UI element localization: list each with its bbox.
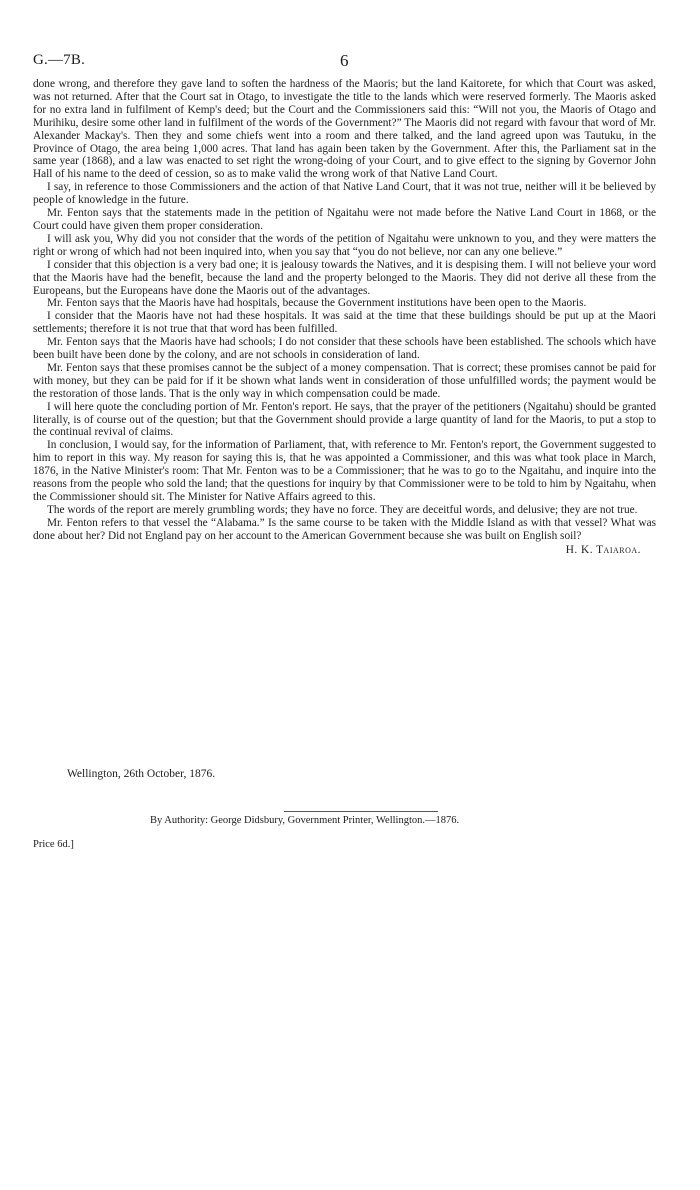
page-number: 6	[340, 51, 349, 70]
paragraph: Mr. Fenton says that the statements made in the petition of Ngaitahu were not made before the Native Land Court in 1868, or the Court could have given them proper consideration.	[33, 207, 656, 232]
paper-reference: G.—7B.	[33, 52, 86, 68]
paragraph: Mr. Fenton says that the Maoris have had schools; I do not consider that these schools have been established. The schools which have been built have been done by the colony, and are not schools in consideration of land.	[33, 336, 656, 362]
paragraph: In conclusion, I would say, for the information of Parliament, that, with reference to Mr. Fenton's report, the Government suggested to him to report in this way. My reason for saying this is, that he was appointed a Commissioner, and this was what took place in March, 1876, in the Native Minister's room: That Mr. Fenton was to be a Commissioner; that he was to go to the Ngaitahu, and inquire into the reasons from the people who sold the land; that the questions for inquiry by that Commissioner were to be told to him by Ngaitahu, when the Commissioner should sit. The Minister for Native Affairs agreed to this.	[33, 439, 656, 503]
paragraph: I say, in reference to those Commissioners and the action of that Native Land Court, that it was not true, neither will it be believed by people of knowledge in the future.	[33, 181, 656, 207]
paragraph: I consider that this objection is a very bad one; it is jealousy towards the Natives, and it is despising them. I will not believe your word that the Maoris have had the benefit, because the land and the property belonged to the Maoris. They did not derive all these from the Europeans, but the Europeans have done the Maoris out of the advantages.	[33, 258, 656, 297]
imprint-rule	[284, 811, 438, 812]
paragraph: I will ask you, Why did you not consider that the words of the petition of Ngaitahu were unknown to you, and they were matters the right or wrong of which had not been inquired into, when you say that “you do not believe, nor can any one believe.”	[33, 232, 656, 258]
printer-imprint: By Authority: George Didsbury, Government Printer, Wellington.—1876.	[150, 815, 460, 826]
paragraph: The words of the report are merely grumbling words; they have no force. They are deceitful words, and delusive; they are not true.	[47, 503, 638, 516]
signature: H. K. Taiaroa.	[565, 543, 641, 556]
paragraph: done wrong, and therefore they gave land to soften the hardness of the Maoris; but the land Kaitorete, for which that Court was asked, was not returned. After that the Court sat in Otago, to investigate the title to the lands which were reserved formerly. The Maoris asked for no extra land in fulfilment of Kemp's deed; but the Court and the Commissioners said this: “Will not you, the Maoris of Otago and Murihiku, desire some other land in fulfilment of the words of the Government?” The Maoris did not regard with favour that word of Mr. Alexander Mackay's. Then they and some chiefs went into a room and there talked, and the land agreed upon was Tautuku, in the Province of Otago, the area being 1,000 acres. That land has again been taken by the Government. After this, the Parliament sat in the same year (1868), and a law was enacted to set right the wrong-doing of your Court, and to give effect to the signing by Governor John Hall of his name to the deed of cession, so as to make valid the wrong work of that Native Land Court.	[33, 78, 656, 181]
paragraph: Mr. Fenton says that these promises cannot be the subject of a money compensation. That is correct; these promises cannot be paid for with money, but they can be paid for if it be shown what lands went in consideration of those unfulfilled words; the payment would be the restoration of those lands. That is the only way in which compensation could be made.	[33, 361, 656, 400]
paragraph: Mr. Fenton refers to that vessel the “Alabama.” Is the same course to be taken with the Middle Island as with that vessel? What was done about her? Did not England pay on her account to the American Government because she was built on English soil?	[33, 516, 656, 542]
paragraph: I will here quote the concluding portion of Mr. Fenton's report. He says, that the prayer of the petitioners (Ngaitahu) should be granted literally, is of course out of the question; but that the Government should provide a large quantity of land for the Maoris, to put a stop to the continual revival of claims.	[33, 400, 656, 439]
price: Price 6d.]	[33, 839, 74, 850]
paragraph: I consider that the Maoris have not had these hospitals. It was said at the time that these buildings should be put up at the Maori settlements; therefore it is not true that that word has been fulfilled.	[33, 310, 656, 336]
paragraph: Mr. Fenton says that the Maoris have had hospitals, because the Government institutions have been open to the Maoris.	[47, 297, 587, 310]
place-date: Wellington, 26th October, 1876.	[67, 768, 216, 780]
body-text	[33, 78, 656, 557]
